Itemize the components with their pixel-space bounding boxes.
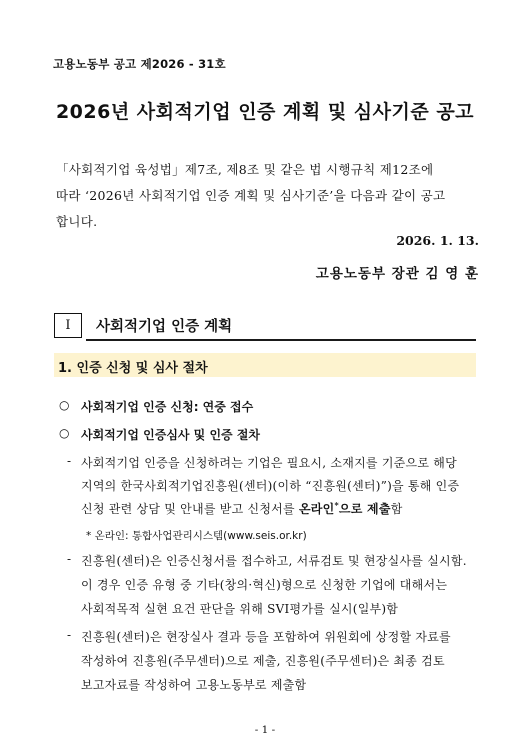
subsection-title: 1. 인증 신청 및 심사 절차 [58, 361, 208, 376]
para1-line-2: 지역의 한국사회적기업진흥원(센터)(이하 “진흥원(센터)”)을 통해 인증 [81, 479, 460, 493]
section-numeral-box: Ⅰ [54, 313, 82, 338]
notice-number: 고용노동부 공고 제2026 - 31호 [53, 57, 226, 71]
section-title: 사회적기업 인증 계획 [96, 319, 233, 335]
footnote-star: * [334, 500, 339, 510]
intro-line-3: 합니다. [56, 214, 98, 229]
intro-line-1: 「사회적기업 육성법」제7조, 제8조 및 같은 법 시행규칙 제12조에 [56, 162, 434, 177]
document-title: 2026년 사회적기업 인증 계획 및 심사기준 공고 [55, 101, 475, 123]
item-apply-value: : 연중 접수 [193, 400, 254, 414]
dash-bullet: - [67, 454, 72, 468]
bullet-circle: ○ [59, 398, 70, 412]
para1-line-3-text: 신청 관련 상담 및 안내를 받고 신청서를 [81, 502, 299, 516]
submit-emphasis: 으로 제출 [338, 502, 391, 516]
notice-date: 2026. 1. 13. [396, 233, 479, 248]
section-underline [86, 339, 476, 341]
online-emphasis: 온라인 [298, 502, 335, 516]
dash-bullet: - [67, 552, 72, 566]
para2-line-2: 이 경우 인증 유형 중 기타(창의·혁신)형으로 신청한 기업에 대해서는 [81, 578, 448, 592]
bullet-circle: ○ [59, 426, 70, 440]
para3-line-2: 작성하여 진흥원(주무센터)으로 제출, 진흥원(주무센터)은 최종 검토 [81, 654, 445, 668]
para2-line-1: 진흥원(센터)은 인증신청서를 접수하고, 서류검토 및 현장실사를 실시함. [81, 554, 467, 568]
intro-line-2: 따라 ‘2026년 사회적기업 인증 계획 및 심사기준’을 다음과 같이 공고 [56, 188, 446, 203]
item-apply-label: 사회적기업 인증 신청 [81, 400, 194, 414]
para2-line-3: 사회적목적 실현 요건 판단을 위해 SVI평가를 실시(일부)함 [81, 602, 399, 616]
dash-bullet: - [67, 628, 72, 642]
para3-line-1: 진흥원(센터)은 현장실사 결과 등을 포함하여 위원회에 상정할 자료를 [81, 630, 451, 644]
item-apply [81, 398, 253, 415]
page-number: - 1 - [254, 724, 276, 736]
item-review: 사회적기업 인증심사 및 인증 절차 [81, 428, 261, 442]
para1-line-1: 사회적기업 인증을 신청하려는 기업은 필요시, 소재지를 기준으로 해당 [81, 456, 457, 470]
para3-line-3: 보고자료를 작성하여 고용노동부로 제출함 [81, 678, 307, 692]
online-note: * 온라인: 통합사업관리시스템(www.seis.or.kr) [86, 530, 307, 542]
para1-line-3 [81, 500, 403, 517]
signer: 고용노동부 장관 김 영 훈 [315, 266, 479, 282]
para1-line-3-end: 함 [390, 502, 403, 516]
